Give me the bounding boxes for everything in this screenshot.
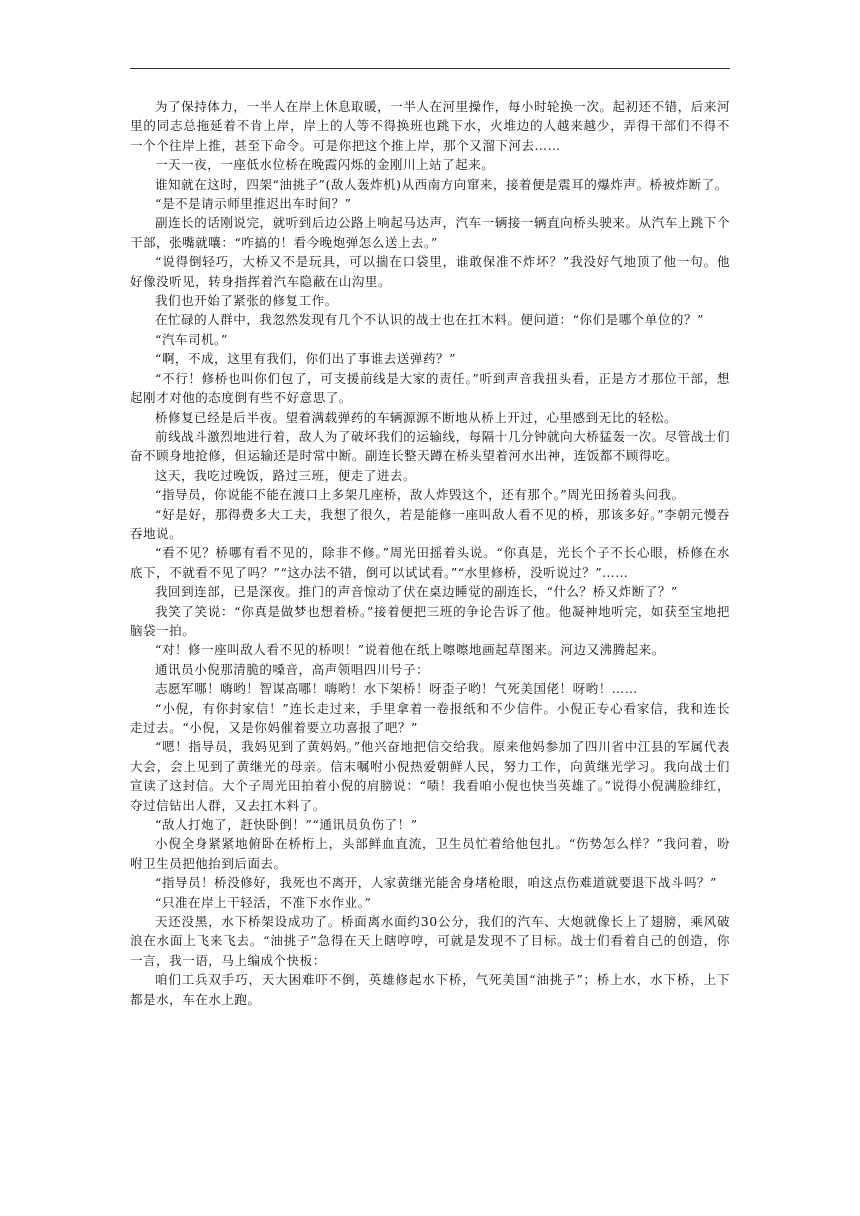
paragraph: “不行！修桥也叫你们包了，可支援前线是大家的责任。”听到声音我扭头看，正是方才那位干部，想起刚才对他的态度倒有些不好意思了。	[130, 370, 730, 406]
paragraph: “是不是请示师里推迟出车时间？”	[155, 196, 352, 212]
paragraph: “啊，不成，这里有我们，你们出了事谁去送弹药？”	[155, 351, 456, 367]
paragraph: 一天一夜，一座低水位桥在晚霞闪烁的金刚川上站了起来。	[155, 157, 495, 173]
paragraph: 谁知就在这时，四架“油挑子”(敌人轰炸机)从西南方向窜来，接着便是震耳的爆炸声。桥被炸断了。	[155, 176, 728, 192]
paragraph: 副连长的话刚说完，就听到后边公路上响起马达声，汽车一辆接一辆直向桥头驶来。从汽车上跳下个干部，张嘴就嚷：“咋搞的！看今晚炮弹怎么送上去。”	[130, 215, 730, 250]
paragraph: 通讯员小倪那清脆的嗓音，高声领唱四川号子：	[155, 661, 430, 677]
article-body	[130, 97, 730, 1009]
paragraph: “对！修一座叫敌人看不见的桥呗！”说着他在纸上嚓嚓地画起草图来。河边又沸腾起来。	[155, 642, 665, 658]
paragraph: 为了保持体力，一半人在岸上休息取暖，一半人在河里操作，每小时轮换一次。起初还不错，后来河里的同志总拖延着不肯上岸，岸上的人等不得换班也跳下水，火堆边的人越来越少，弄得干部们不得不一个个往岸上推，甚至下命令。可是你把这个推上岸，那个又溜下河去……	[130, 99, 730, 153]
paragraph: 我回到连部，已是深夜。推门的声音惊动了伏在桌边睡觉的副连长，“什么？桥又炸断了？”	[155, 584, 678, 600]
paragraph: 天还没黑，水下桥架设成功了。桥面离水面约30公分，我们的汽车、大炮就像长上了翅膀，乘风破浪在水面上飞来飞去。“油挑子”急得在天上瞎哼哼，可就是发现不了目标。战士们看着自己的创造，你一言，我一语，马上编成个快板：	[130, 914, 730, 968]
paragraph: 我们也开始了紧张的修复工作。	[155, 293, 338, 309]
paragraph: 我笑了笑说：“你真是做梦也想着桥。”接着便把三班的争论告诉了他。他凝神地听完，如获至宝地把脑袋一拍。	[130, 603, 730, 638]
paragraph: 桥修复已经是后半夜。望着满载弹药的车辆源源不断地从桥上开过，心里感到无比的轻松。	[155, 409, 678, 425]
paragraph: 志愿军哪！嗨哟！智谋高哪！嗨哟！水下架桥！呀歪子哟！气死美国佬！呀哟！……	[155, 681, 638, 697]
paragraph: 前线战斗激烈地进行着，敌人为了破坏我们的运输线，每隔十几分钟就向大桥猛轰一次。尽管战士们奋不顾身地抢修，但运输还是时常中断。副连长整天蹲在桥头望着河水出神，连饭都不顾得吃。	[130, 428, 730, 464]
paragraph: “嗯！指导员，我妈见到了黄妈妈。”他兴奋地把信交给我。原来他妈参加了四川省中江县的军属代表大会，会上见到了黄继光的母亲。信末嘱咐小倪热爱朝鲜人民，努力工作，向黄继光学习。我向战士们宣读了这封信。大个子周光田拍着小倪的肩膀说：“啧！我看咱小倪也快当英雄了。”说得小倪满脸绯红，夺过信钻出人群，又去扛木料了。	[130, 739, 730, 813]
paragraph: 这天，我吃过晚饭，路过三班，便走了进去。	[155, 467, 417, 483]
paragraph: 咱们工兵双手巧，天大困难吓不倒，英雄修起水下桥，气死美国“油挑子”；桥上水，水下桥，上下都是水，车在水上跑。	[130, 972, 730, 1007]
paragraph: “说得倒轻巧，大桥又不是玩具，可以揣在口袋里，谁敢保准不炸坏？”我没好气地顶了他一句。他好像没听见，转身指挥着汽车隐蔽在山沟里。	[130, 254, 730, 289]
paragraph: “看不见？桥哪有看不见的，除非不修。”周光田摇着头说。“你真是，光长个子不长心眼，桥修在水底下，不就看不见了吗？”“这办法不错，倒可以试试看。”“水里修桥，没听说过？”……	[130, 545, 730, 580]
paragraph: “只准在岸上干轻活，不准下水作业。”	[155, 894, 372, 910]
paragraph: “好是好，那得费多大工夫，我想了很久，若是能修一座叫敌人看不见的桥，那该多好。”李朝元慢吞吞地说。	[130, 506, 730, 541]
header-rule	[130, 68, 730, 69]
paragraph: “汽车司机。”	[155, 331, 228, 347]
paragraph: 在忙碌的人群中，我忽然发现有几个不认识的战士也在扛木料。便问道：“你们是哪个单位的？”	[155, 312, 704, 328]
paragraph: “敌人打炮了，赶快卧倒！”“通讯员负伤了！”	[155, 817, 418, 833]
paragraph: 小倪全身紧紧地俯卧在桥桁上，头部鲜血直流，卫生员忙着给他包扎。“伤势怎么样？”我问着，吩咐卫生员把他抬到后面去。	[130, 836, 730, 871]
paragraph: “小倪，有你封家信！”连长走过来，手里拿着一卷报纸和不少信件。小倪正专心看家信，我和连长走过去。“小倪，又是你妈催着要立功喜报了吧？”	[130, 700, 730, 735]
paragraph: “指导员，你说能不能在渡口上多架几座桥，敌人炸毁这个，还有那个。”周光田扬着头问我。	[155, 487, 685, 503]
paragraph: “指导员！桥没修好，我死也不离开，人家黄继光能舍身堵枪眼，咱这点伤难道就要退下战斗吗？”	[155, 875, 717, 891]
